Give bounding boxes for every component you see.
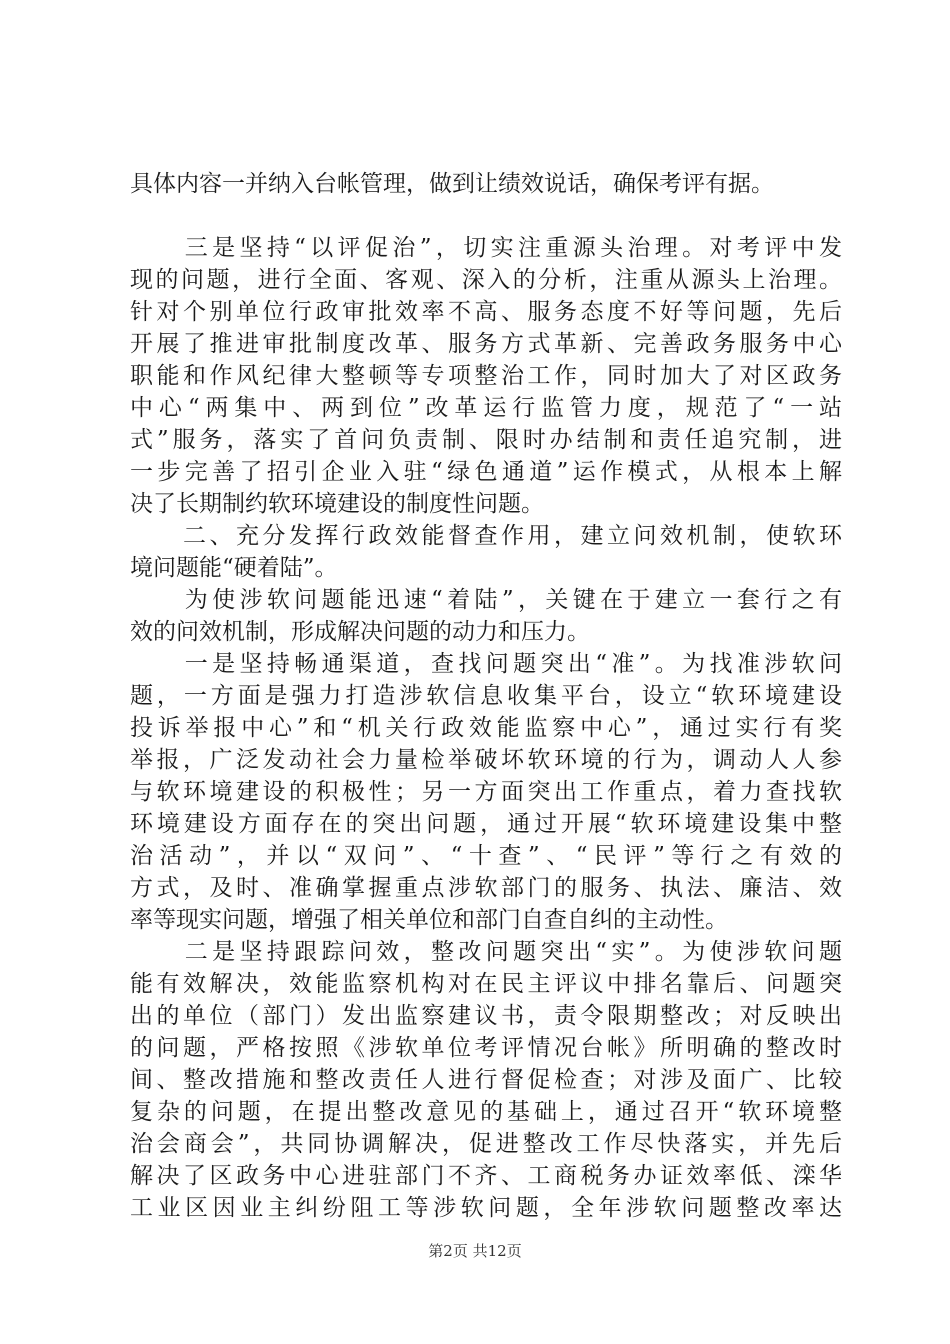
text-line: 环境建设方面存在的突出问题，通过开展“软环境建设集中整 [130, 811, 842, 837]
text-line: 方式，及时、准确掌握重点涉软部门的服务、执法、廉洁、效 [130, 875, 842, 901]
page-number: 第2页 共12页 [428, 1242, 522, 1260]
text-line: 治活动”，并以“双问”、“十查”、“民评”等行之有效的 [130, 843, 842, 869]
paragraph-gap [130, 200, 842, 232]
text-line: 举报，广泛发动社会力量检举破坏软环境的行为，调动人人参 [130, 747, 842, 773]
text-line: 职能和作风纪律大整顿等专项整治工作，同时加大了对区政务 [130, 363, 842, 389]
text-line: 率等现实问题，增强了相关单位和部门自查自纠的主动性。 [130, 907, 728, 933]
paragraph [130, 584, 842, 648]
text-line: 境问题能“硬着陆”。 [130, 555, 338, 581]
paragraph [130, 168, 842, 200]
text-line: 三是坚持“以评促治”，切实注重源头治理。对考评中发 [130, 235, 842, 261]
text-line: 效的问效机制，形成解决问题的动力和压力。 [130, 619, 590, 645]
text-line: 出的单位（部门）发出监察建议书，责令限期整改；对反映出 [130, 1003, 842, 1029]
text-line: 复杂的问题，在提出整改意见的基础上，通过召开“软环境整 [130, 1099, 842, 1125]
text-line: 二是坚持跟踪问效，整改问题突出“实”。为使涉软问题 [130, 939, 842, 965]
text-line: 能有效解决，效能监察机构对在民主评议中排名靠后、问题突 [130, 971, 842, 997]
text-line: 治会商会”，共同协调解决，促进整改工作尽快落实，并先后 [130, 1131, 842, 1157]
text-line: 解决了区政务中心进驻部门不齐、工商税务办证效率低、滦华 [130, 1163, 842, 1189]
text-line: 针对个别单位行政审批效率不高、服务态度不好等问题，先后 [130, 299, 842, 325]
text-line: 一是坚持畅通渠道，查找问题突出“准”。为找准涉软问 [130, 651, 842, 677]
text-line: 中心“两集中、两到位”改革运行监管力度，规范了“一站 [130, 395, 842, 421]
paragraph [130, 232, 842, 520]
text-line: 与软环境建设的积极性；另一方面突出工作重点，着力查找软 [130, 779, 842, 805]
text-line: 的问题，严格按照《涉软单位考评情况台帐》所明确的整改时 [130, 1035, 842, 1061]
text-line: 式”服务，落实了首问负责制、限时办结制和责任追究制，进 [130, 427, 842, 453]
text-line: 现的问题，进行全面、客观、深入的分析，注重从源头上治理。 [130, 267, 842, 293]
text-line: 开展了推进审批制度改革、服务方式革新、完善政务服务中心 [130, 331, 842, 357]
text-line: 题，一方面是强力打造涉软信息收集平台，设立“软环境建设 [130, 683, 842, 709]
paragraph [130, 520, 842, 584]
paragraph [130, 936, 842, 1224]
text-line: 具体内容一并纳入台帐管理，做到让绩效说话，确保考评有据。 [130, 171, 774, 197]
paragraph [130, 648, 842, 936]
text-line: 投诉举报中心”和“机关行政效能监察中心”，通过实行有奖 [130, 715, 842, 741]
text-line: 决了长期制约软环境建设的制度性问题。 [130, 491, 544, 517]
text-line: 工业区因业主纠纷阻工等涉软问题，全年涉软问题整改率达 [130, 1195, 842, 1221]
text-line: 间、整改措施和整改责任人进行督促检查；对涉及面广、比较 [130, 1067, 842, 1093]
document-body [130, 168, 842, 1224]
text-line: 一步完善了招引企业入驻“绿色通道”运作模式，从根本上解 [130, 459, 842, 485]
text-line: 为使涉软问题能迅速“着陆”，关键在于建立一套行之有 [130, 587, 842, 613]
text-line: 二、充分发挥行政效能督查作用，建立问效机制，使软环 [130, 523, 842, 549]
